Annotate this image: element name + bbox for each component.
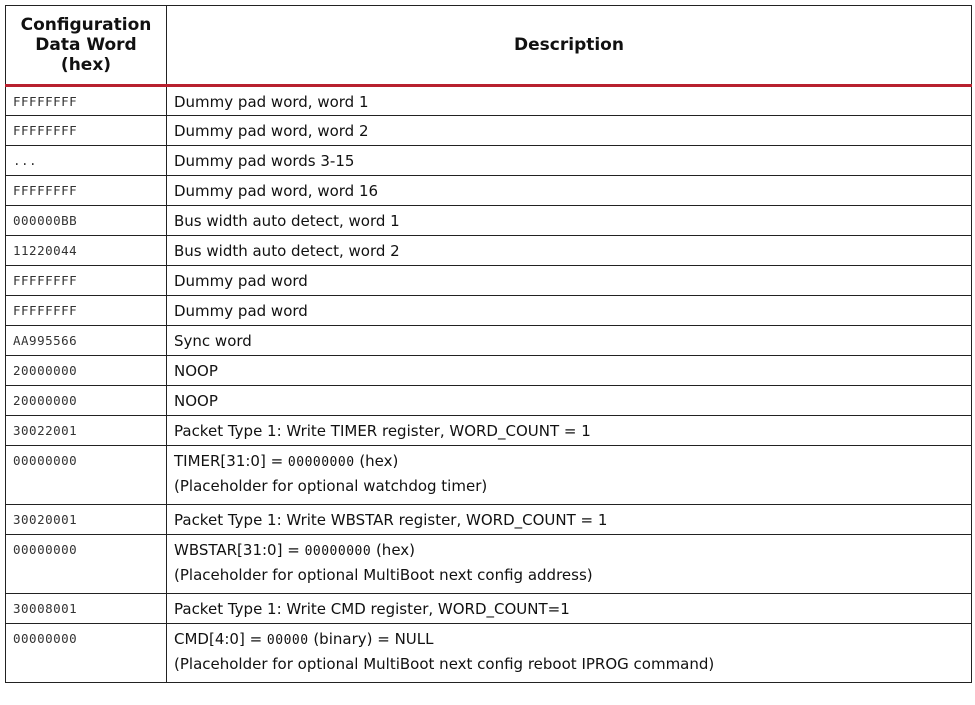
description-cell: Dummy pad words 3-15 bbox=[167, 146, 972, 176]
table-row bbox=[6, 236, 972, 266]
hex-cell: 20000000 bbox=[6, 356, 167, 386]
hex-cell: 30020001 bbox=[6, 505, 167, 535]
hex-cell: AA995566 bbox=[6, 326, 167, 356]
table-row bbox=[6, 594, 972, 624]
hex-cell: 000000BB bbox=[6, 206, 167, 236]
table-row bbox=[6, 505, 972, 535]
hex-cell: 00000000 bbox=[6, 446, 167, 505]
description-suffix: (hex) bbox=[354, 452, 399, 470]
description-cell bbox=[167, 535, 972, 594]
description-cell: Packet Type 1: Write WBSTAR register, WORD_COUNT = 1 bbox=[167, 505, 972, 535]
hex-cell: 20000000 bbox=[6, 386, 167, 416]
description-cell: Dummy pad word bbox=[167, 296, 972, 326]
table-row bbox=[6, 356, 972, 386]
table-header-row bbox=[6, 6, 972, 86]
description-line-2: (Placeholder for optional MultiBoot next config address) bbox=[174, 566, 593, 584]
hex-cell: FFFFFFFF bbox=[6, 176, 167, 206]
table-row bbox=[6, 535, 972, 594]
hex-cell: ... bbox=[6, 146, 167, 176]
description-line-1 bbox=[174, 630, 971, 655]
description-cell: Bus width auto detect, word 2 bbox=[167, 236, 972, 266]
description-prefix: CMD[4:0] = bbox=[174, 630, 267, 648]
hex-cell: FFFFFFFF bbox=[6, 296, 167, 326]
hex-cell: 00000000 bbox=[6, 535, 167, 594]
description-line-2: (Placeholder for optional MultiBoot next config reboot IPROG command) bbox=[174, 655, 715, 673]
table-row bbox=[6, 416, 972, 446]
header-line: Data Word bbox=[35, 35, 137, 55]
description-mono-value: 00000000 bbox=[304, 544, 372, 559]
description-cell: Sync word bbox=[167, 326, 972, 356]
hex-cell: 30008001 bbox=[6, 594, 167, 624]
description-line-1 bbox=[174, 541, 971, 566]
description-mono-value: 00000 bbox=[266, 633, 309, 648]
description-prefix: WBSTAR[31:0] = bbox=[174, 541, 305, 559]
description-cell: Bus width auto detect, word 1 bbox=[167, 206, 972, 236]
description-cell: Packet Type 1: Write TIMER register, WORD_COUNT = 1 bbox=[167, 416, 972, 446]
description-cell: NOOP bbox=[167, 356, 972, 386]
table-row bbox=[6, 446, 972, 505]
description-cell: Dummy pad word, word 1 bbox=[167, 86, 972, 116]
description-suffix: (binary) = NULL bbox=[308, 630, 434, 648]
table-row bbox=[6, 386, 972, 416]
table-row bbox=[6, 146, 972, 176]
header-line: Configuration bbox=[20, 15, 152, 35]
description-line-1 bbox=[174, 452, 971, 477]
header-line: (hex) bbox=[60, 55, 112, 75]
description-cell bbox=[167, 624, 972, 683]
table-row bbox=[6, 266, 972, 296]
table-row bbox=[6, 86, 972, 116]
hex-cell: 00000000 bbox=[6, 624, 167, 683]
description-cell bbox=[167, 446, 972, 505]
configuration-table bbox=[5, 5, 972, 683]
header-description: Description bbox=[167, 6, 972, 86]
description-cell: Dummy pad word bbox=[167, 266, 972, 296]
description-cell: NOOP bbox=[167, 386, 972, 416]
description-cell: Dummy pad word, word 16 bbox=[167, 176, 972, 206]
description-suffix: (hex) bbox=[371, 541, 416, 559]
hex-cell: 11220044 bbox=[6, 236, 167, 266]
table-row bbox=[6, 206, 972, 236]
hex-cell: 30022001 bbox=[6, 416, 167, 446]
description-cell: Packet Type 1: Write CMD register, WORD_COUNT=1 bbox=[167, 594, 972, 624]
hex-cell: FFFFFFFF bbox=[6, 266, 167, 296]
hex-cell: FFFFFFFF bbox=[6, 116, 167, 146]
table-row bbox=[6, 326, 972, 356]
description-prefix: TIMER[31:0] = bbox=[174, 452, 288, 470]
table-row bbox=[6, 296, 972, 326]
header-config-data-word bbox=[6, 6, 167, 86]
description-cell: Dummy pad word, word 2 bbox=[167, 116, 972, 146]
description-line-2: (Placeholder for optional watchdog timer) bbox=[174, 477, 488, 495]
table-row bbox=[6, 116, 972, 146]
table-row bbox=[6, 176, 972, 206]
hex-cell: FFFFFFFF bbox=[6, 86, 167, 116]
description-mono-value: 00000000 bbox=[287, 455, 355, 470]
table-row bbox=[6, 624, 972, 683]
